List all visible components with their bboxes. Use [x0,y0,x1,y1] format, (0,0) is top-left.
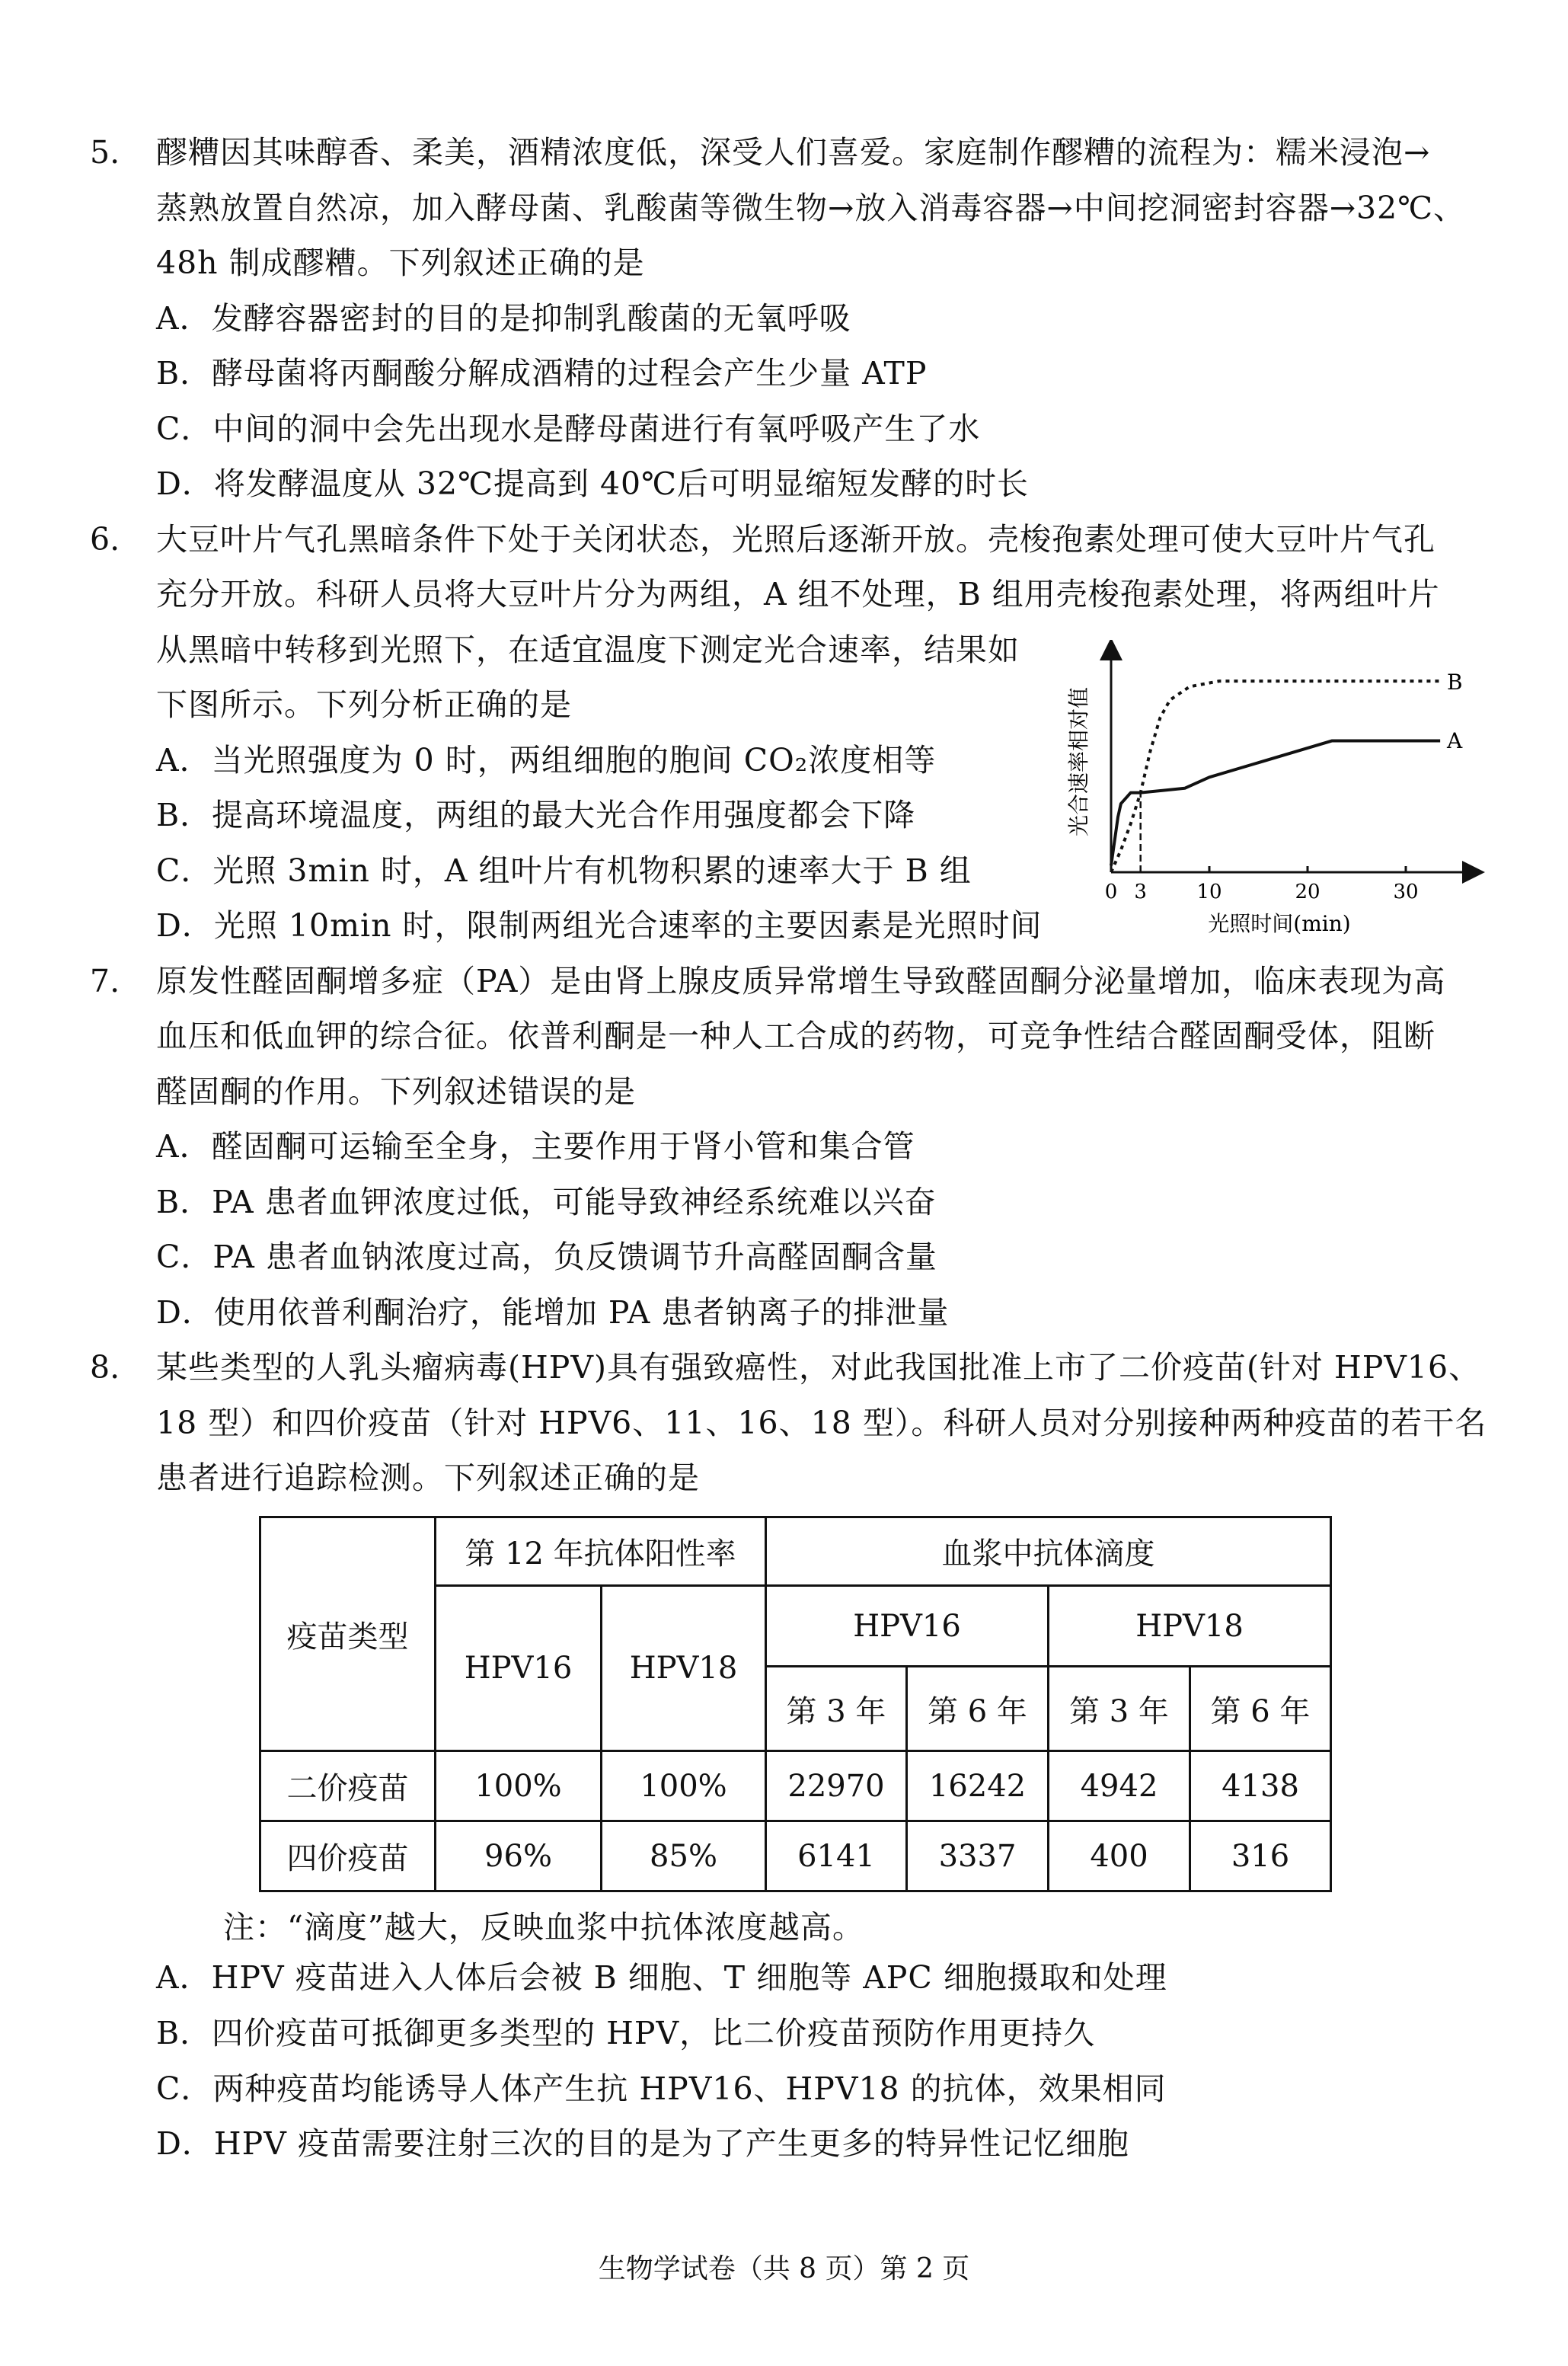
option-b: B．酵母菌将丙酮酸分解成酒精的过程会产生少量 ATP [156,355,928,392]
option-c: C．两种疫苗均能诱导人体产生抗 HPV16、HPV18 的抗体，效果相同 [156,2070,1167,2107]
option-d: D．使用依普利酮治疗，能增加 PA 患者钠离子的排泄量 [156,1294,950,1331]
header-hpv16: HPV16 [766,1586,1049,1667]
option-d: D．HPV 疫苗需要注射三次的目的是为了产生更多的特异性记忆细胞 [156,2125,1129,2162]
table-cell: 16242 [907,1751,1049,1821]
table-row [260,1821,1331,1891]
option-a: A．发酵容器密封的目的是抑制乳酸菌的无氧呼吸 [156,300,851,337]
table-cell: 316 [1190,1821,1331,1891]
option-b: B．PA 患者血钾浓度过低，可能导致神经系统难以兴奋 [156,1184,937,1220]
legend-label-a: A [1447,728,1463,753]
header-hpv16: HPV16 [436,1586,602,1751]
question-stem-line: 蒸熟放置自然凉，加入酵母菌、乳酸菌等微生物→放入消毒容器→中间挖洞密封容器→32℃、 [156,190,1466,226]
question-number: 5. [90,134,120,171]
table-cell: 3337 [907,1821,1049,1891]
table-cell: 400 [1049,1821,1190,1891]
option-d: D．将发酵温度从 32℃提高到 40℃后可明显缩短发酵的时长 [156,465,1030,502]
option-d: D．光照 10min 时，限制两组光合速率的主要因素是光照时间 [156,907,1043,944]
table-cell: 4138 [1190,1751,1331,1821]
table-cell: 100% [602,1751,766,1821]
option-c: C．光照 3min 时，A 组叶片有机物积累的速率大于 B 组 [156,852,972,889]
question-stem-line: 醪糟因其味醇香、柔美，酒精浓度低，深受人们喜爱。家庭制作醪糟的流程为：糯米浸泡→ [156,134,1431,171]
option-a: A．当光照强度为 0 时，两组细胞的胞间 CO₂浓度相等 [156,742,937,779]
header-positive-rate: 第 12 年抗体阳性率 [436,1517,766,1586]
x-tick-label: 30 [1393,881,1419,903]
question-stem-line: 充分开放。科研人员将大豆叶片分为两组，A 组不处理，B 组用壳梭孢素处理，将两组叶片 [156,576,1440,612]
row-label: 四价疫苗 [260,1821,436,1891]
option-c: C．中间的洞中会先出现水是酵母菌进行有氧呼吸产生了水 [156,411,981,447]
question-stem-line: 患者进行追踪检测。下列叙述正确的是 [156,1460,700,1496]
y-axis-label: 光合速率相对值 [1066,686,1091,837]
series-line-a [1111,740,1440,865]
option-a: A．HPV 疫苗进入人体后会被 B 细胞、T 细胞等 APC 细胞摄取和处理 [156,1959,1167,1996]
question-number: 7. [90,963,120,999]
x-tick-label: 20 [1295,881,1321,903]
x-axis-label: 光照时间(min) [1208,911,1351,936]
header-vaccine-type: 疫苗类型 [260,1517,436,1751]
row-label: 二价疫苗 [260,1751,436,1821]
page-footer: 生物学试卷（共 8 页）第 2 页 [598,2253,970,2284]
question-stem-line: 血压和低血钾的综合征。依普利酮是一种人工合成的药物，可竞争性结合醛固酮受体，阻断 [156,1018,1435,1054]
table-note: 注：“滴度”越大，反映血浆中抗体浓度越高。 [223,1909,864,1946]
question-stem-line: 大豆叶片气孔黑暗条件下处于关闭状态，光照后逐渐开放。壳梭孢素处理可使大豆叶片气孔 [156,521,1435,558]
header-year3: 第 3 年 [1049,1667,1190,1751]
option-b: B．四价疫苗可抵御更多类型的 HPV，比二价疫苗预防作用更持久 [156,2015,1096,2051]
table-cell: 85% [602,1821,766,1891]
header-hpv18: HPV18 [602,1586,766,1751]
table-row [260,1751,1331,1821]
table-cell: 22970 [766,1751,907,1821]
header-year6: 第 6 年 [1190,1667,1331,1751]
question-stem-line: 48h 制成醪糟。下列叙述正确的是 [156,245,645,281]
question-stem-line: 下图所示。下列分析正确的是 [156,686,572,723]
vaccine-table [259,1516,1332,1892]
option-c: C．PA 患者血钠浓度过高，负反馈调节升高醛固酮含量 [156,1239,937,1275]
header-year3: 第 3 年 [766,1667,907,1751]
series-line-b [1111,681,1440,872]
x-tick-label: 0 [1104,881,1118,903]
table-cell: 96% [436,1821,602,1891]
question-stem-line: 18 型）和四价疫苗（针对 HPV6、11、16、18 型）。科研人员对分别接种两种疫苗的若干名 [156,1405,1487,1441]
table-cell: 6141 [766,1821,907,1891]
option-b: B．提高环境温度，两组的最大光合作用强度都会下降 [156,797,916,833]
header-hpv18: HPV18 [1049,1586,1331,1667]
x-tick-label: 10 [1196,881,1222,903]
question-number: 8. [90,1349,120,1386]
table-cell: 100% [436,1751,602,1821]
photosynthesis-chart [1051,640,1508,941]
x-tick-label: 3 [1134,881,1147,903]
question-stem-line: 原发性醛固酮增多症（PA）是由肾上腺皮质异常增生导致醛固酮分泌量增加，临床表现为高 [156,963,1446,999]
table-cell: 4942 [1049,1751,1190,1821]
option-a: A．醛固酮可运输至全身，主要作用于肾小管和集合管 [156,1128,915,1165]
question-number: 6. [90,521,120,558]
legend-label-b: B [1447,670,1463,695]
question-stem-line: 某些类型的人乳头瘤病毒(HPV)具有强致癌性，对此我国批准上市了二价疫苗(针对 HPV16、 [156,1349,1481,1386]
header-year6: 第 6 年 [907,1667,1049,1751]
question-stem-line: 从黑暗中转移到光照下，在适宜温度下测定光合速率，结果如 [156,631,1020,668]
header-titer: 血浆中抗体滴度 [766,1517,1331,1586]
question-stem-line: 醛固酮的作用。下列叙述错误的是 [156,1073,636,1110]
